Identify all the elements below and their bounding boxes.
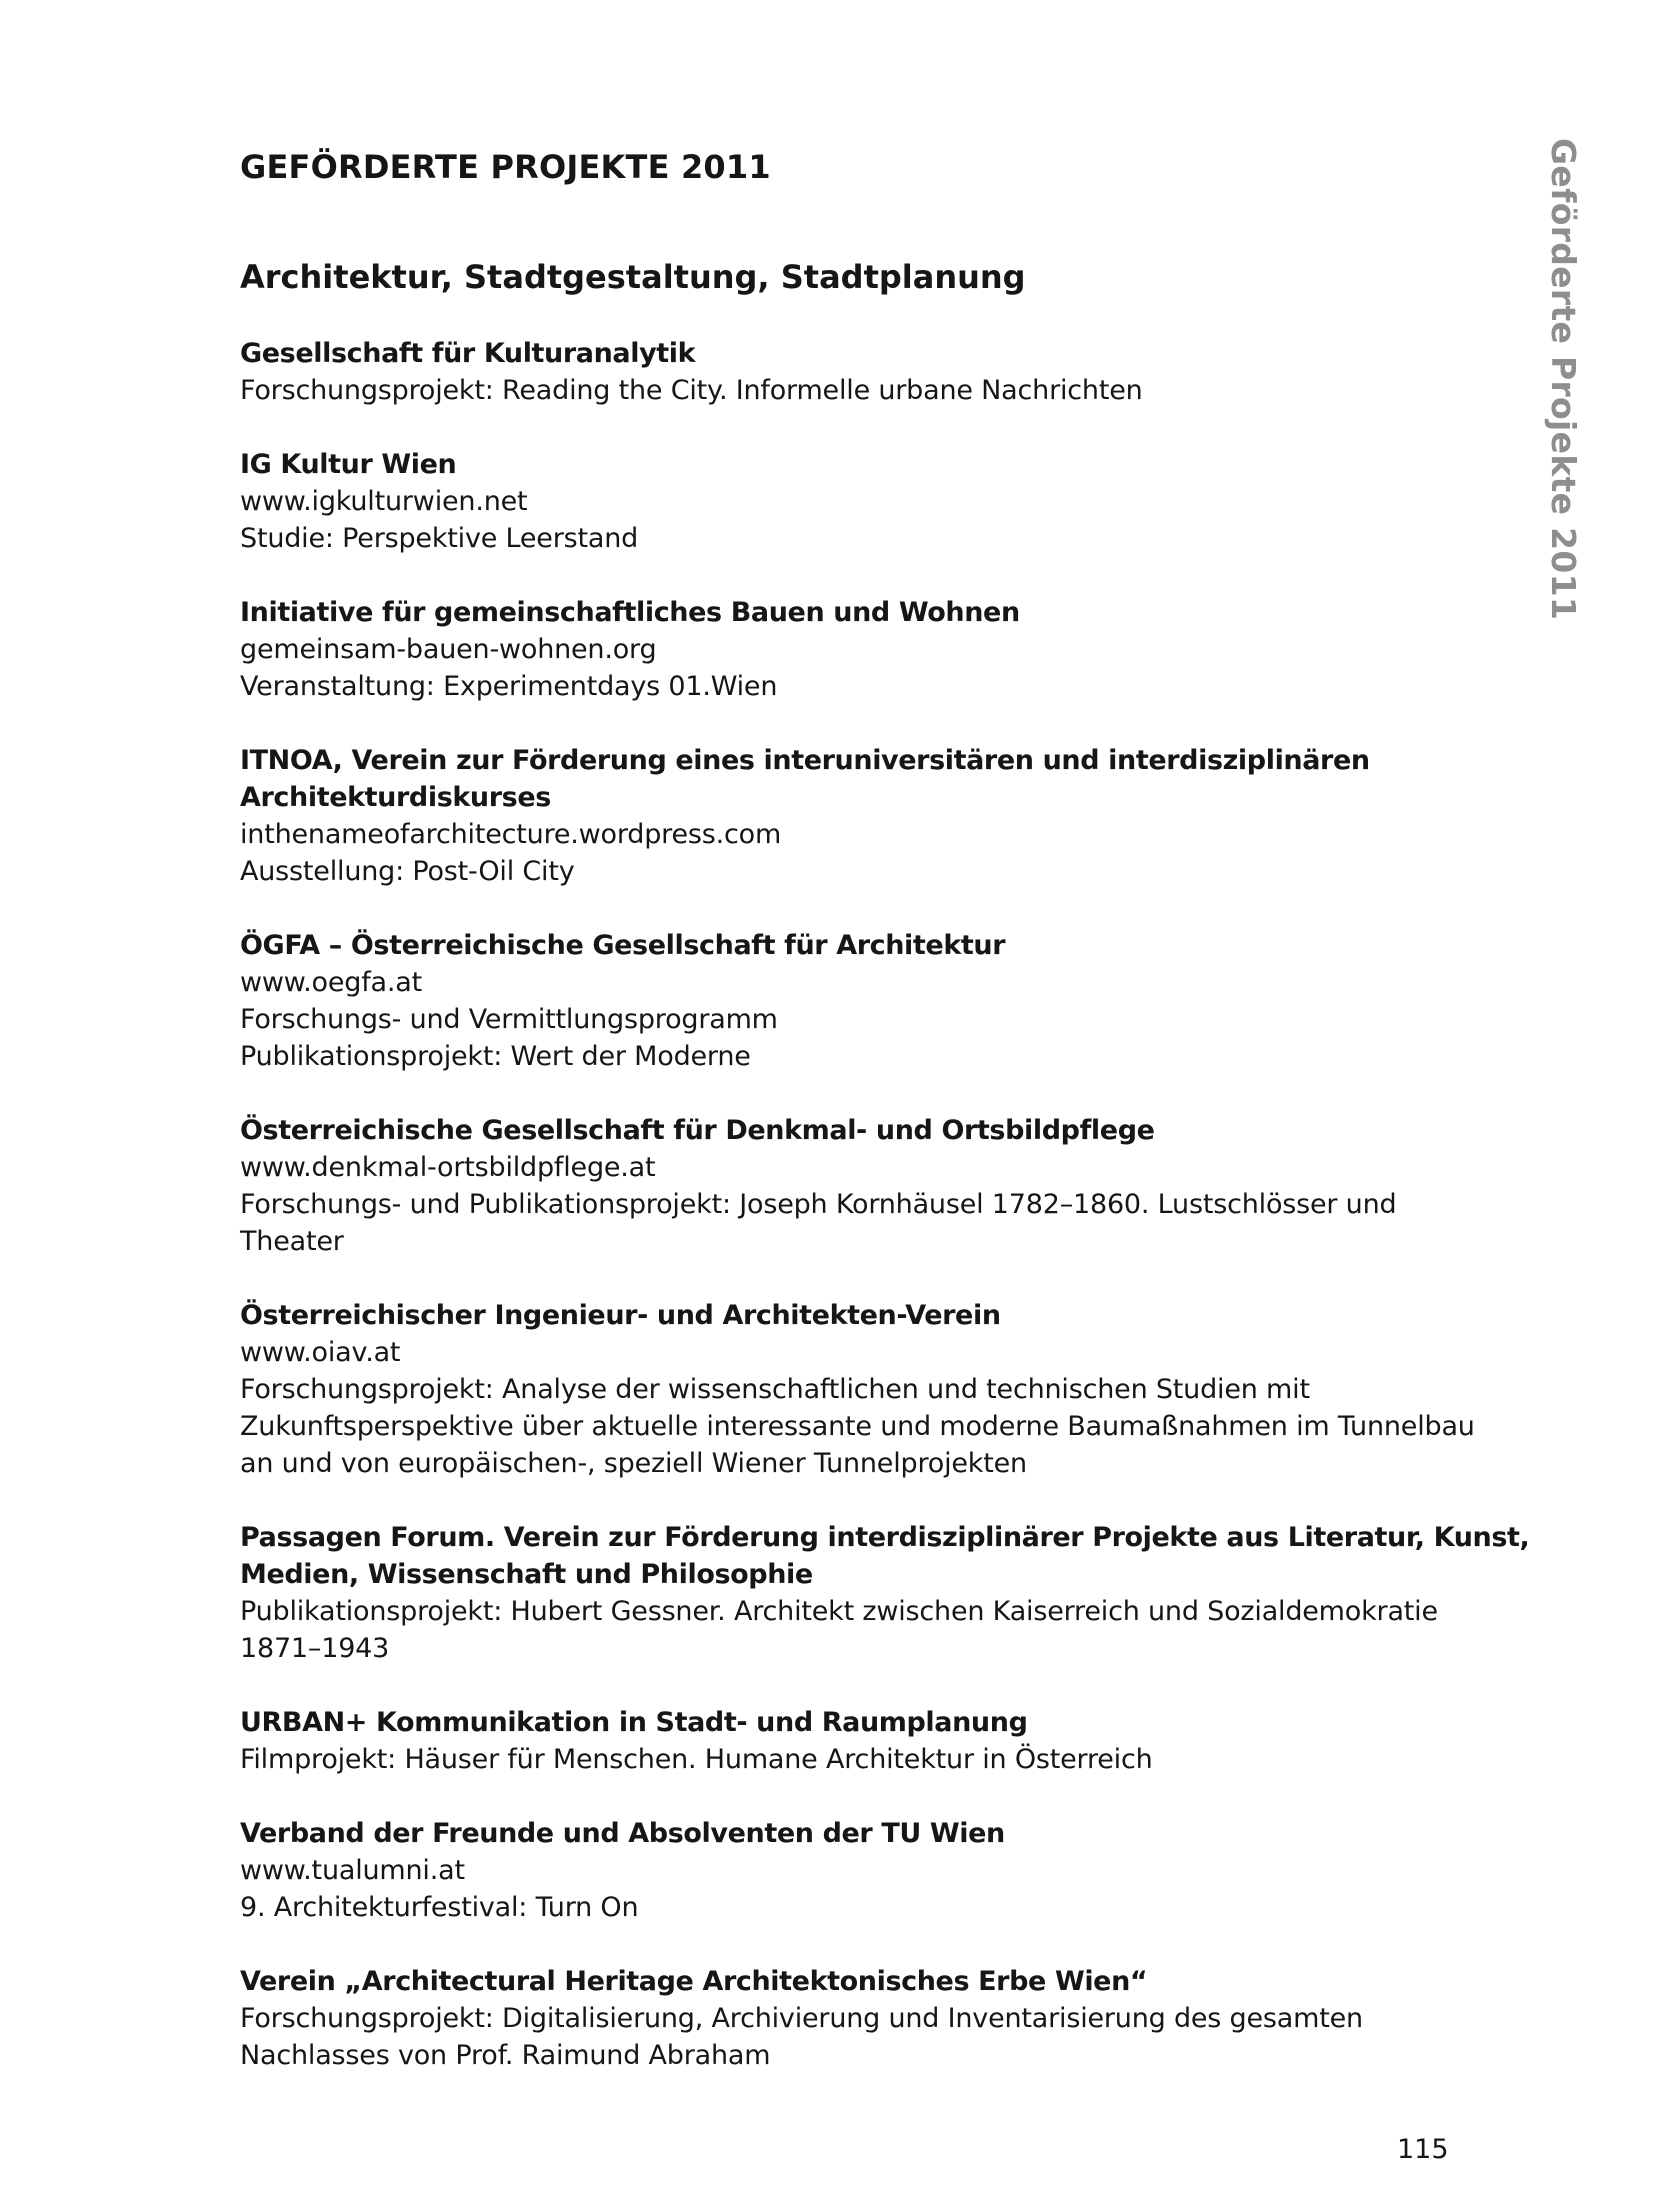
organization-name: Medien, Wissenschaft und Philosophie — [240, 1559, 813, 1590]
website-url: www.tualumni.at — [240, 1855, 465, 1886]
project-description: Forschungs- und Publikationsprojekt: Joseph Kornhäusel 1782–1860. Lustschlösser und — [240, 1189, 1397, 1220]
organization-name: Österreichischer Ingenieur- und Architekten-Verein — [240, 1300, 1001, 1331]
organization-name: ITNOA, Verein zur Förderung eines interuniversitären und interdisziplinären — [240, 745, 1370, 776]
project-entry — [240, 1704, 1450, 1778]
page-number: 115 — [1397, 2134, 1449, 2165]
funded-projects-list — [240, 335, 1530, 2111]
project-entry — [240, 1963, 1450, 2074]
project-description: Forschungsprojekt: Digitalisierung, Archivierung und Inventarisierung des gesamten — [240, 2003, 1363, 2034]
project-description: inthenameofarchitecture.wordpress.com — [240, 819, 782, 850]
project-entry — [240, 335, 1450, 409]
organization-name: Verein „Architectural Heritage Architektonisches Erbe Wien“ — [240, 1966, 1148, 1997]
project-description: an und von europäischen-, speziell Wiener Tunnelprojekten — [240, 1448, 1027, 1479]
organization-name: Passagen Forum. Verein zur Förderung interdisziplinärer Projekte aus Literatur, Kunst, — [240, 1522, 1530, 1553]
project-description: Publikationsprojekt: Hubert Gessner. Architekt zwischen Kaiserreich und Sozialdemokratie — [240, 1596, 1438, 1627]
website-url: www.denkmal-ortsbildpflege.at — [240, 1152, 656, 1183]
project-description: Nachlasses von Prof. Raimund Abraham — [240, 2040, 771, 2071]
organization-name: Österreichische Gesellschaft für Denkmal- und Ortsbildpflege — [240, 1115, 1155, 1146]
project-entry — [240, 446, 1450, 557]
organization-name: ÖGFA – Österreichische Gesellschaft für Architektur — [240, 930, 1006, 961]
project-description: Ausstellung: Post-Oil City — [240, 856, 575, 887]
project-description: Filmprojekt: Häuser für Menschen. Humane Architektur in Österreich — [240, 1744, 1153, 1775]
project-description: Publikationsprojekt: Wert der Moderne — [240, 1041, 751, 1072]
project-description: Forschungsprojekt: Analyse der wissenschaftlichen und technischen Studien mit — [240, 1374, 1310, 1405]
page-title: GEFÖRDERTE PROJEKTE 2011 — [240, 148, 771, 186]
project-entry — [240, 1297, 1475, 1482]
project-entry — [240, 1815, 1450, 1926]
project-description: Veranstaltung: Experimentdays 01.Wien — [240, 671, 778, 702]
section-title: Architektur, Stadtgestaltung, Stadtplanung — [240, 258, 1026, 296]
project-entry — [240, 927, 1450, 1075]
project-description: Forschungs- und Vermittlungsprogramm — [240, 1004, 778, 1035]
website-url: www.oegfa.at — [240, 967, 422, 998]
project-description: Studie: Perspektive Leerstand — [240, 523, 639, 554]
side-running-title: Geförderte Projekte 2011 — [1544, 138, 1583, 621]
website-url: www.oiav.at — [240, 1337, 401, 1368]
project-description: Zukunftsperspektive über aktuelle interessante und moderne Baumaßnahmen im Tunnelbau — [240, 1411, 1475, 1442]
organization-name: Initiative für gemeinschaftliches Bauen und Wohnen — [240, 597, 1020, 628]
project-entry — [240, 1112, 1450, 1260]
project-entry — [240, 742, 1450, 890]
website-url: gemeinsam-bauen-wohnen.org — [240, 634, 657, 665]
project-description: Theater — [240, 1226, 344, 1257]
project-description: Forschungsprojekt: Reading the City. Informelle urbane Nachrichten — [240, 375, 1143, 406]
organization-name: IG Kultur Wien — [240, 449, 457, 480]
project-description: 1871–1943 — [240, 1633, 390, 1664]
website-url: www.igkulturwien.net — [240, 486, 528, 517]
organization-name: Architekturdiskurses — [240, 782, 551, 813]
project-description: 9. Architekturfestival: Turn On — [240, 1892, 639, 1923]
organization-name: Verband der Freunde und Absolventen der TU Wien — [240, 1818, 1005, 1849]
organization-name: URBAN+ Kommunikation in Stadt- und Raumplanung — [240, 1707, 1028, 1738]
project-entry — [240, 1519, 1530, 1667]
project-entry — [240, 594, 1450, 705]
organization-name: Gesellschaft für Kulturanalytik — [240, 338, 696, 369]
